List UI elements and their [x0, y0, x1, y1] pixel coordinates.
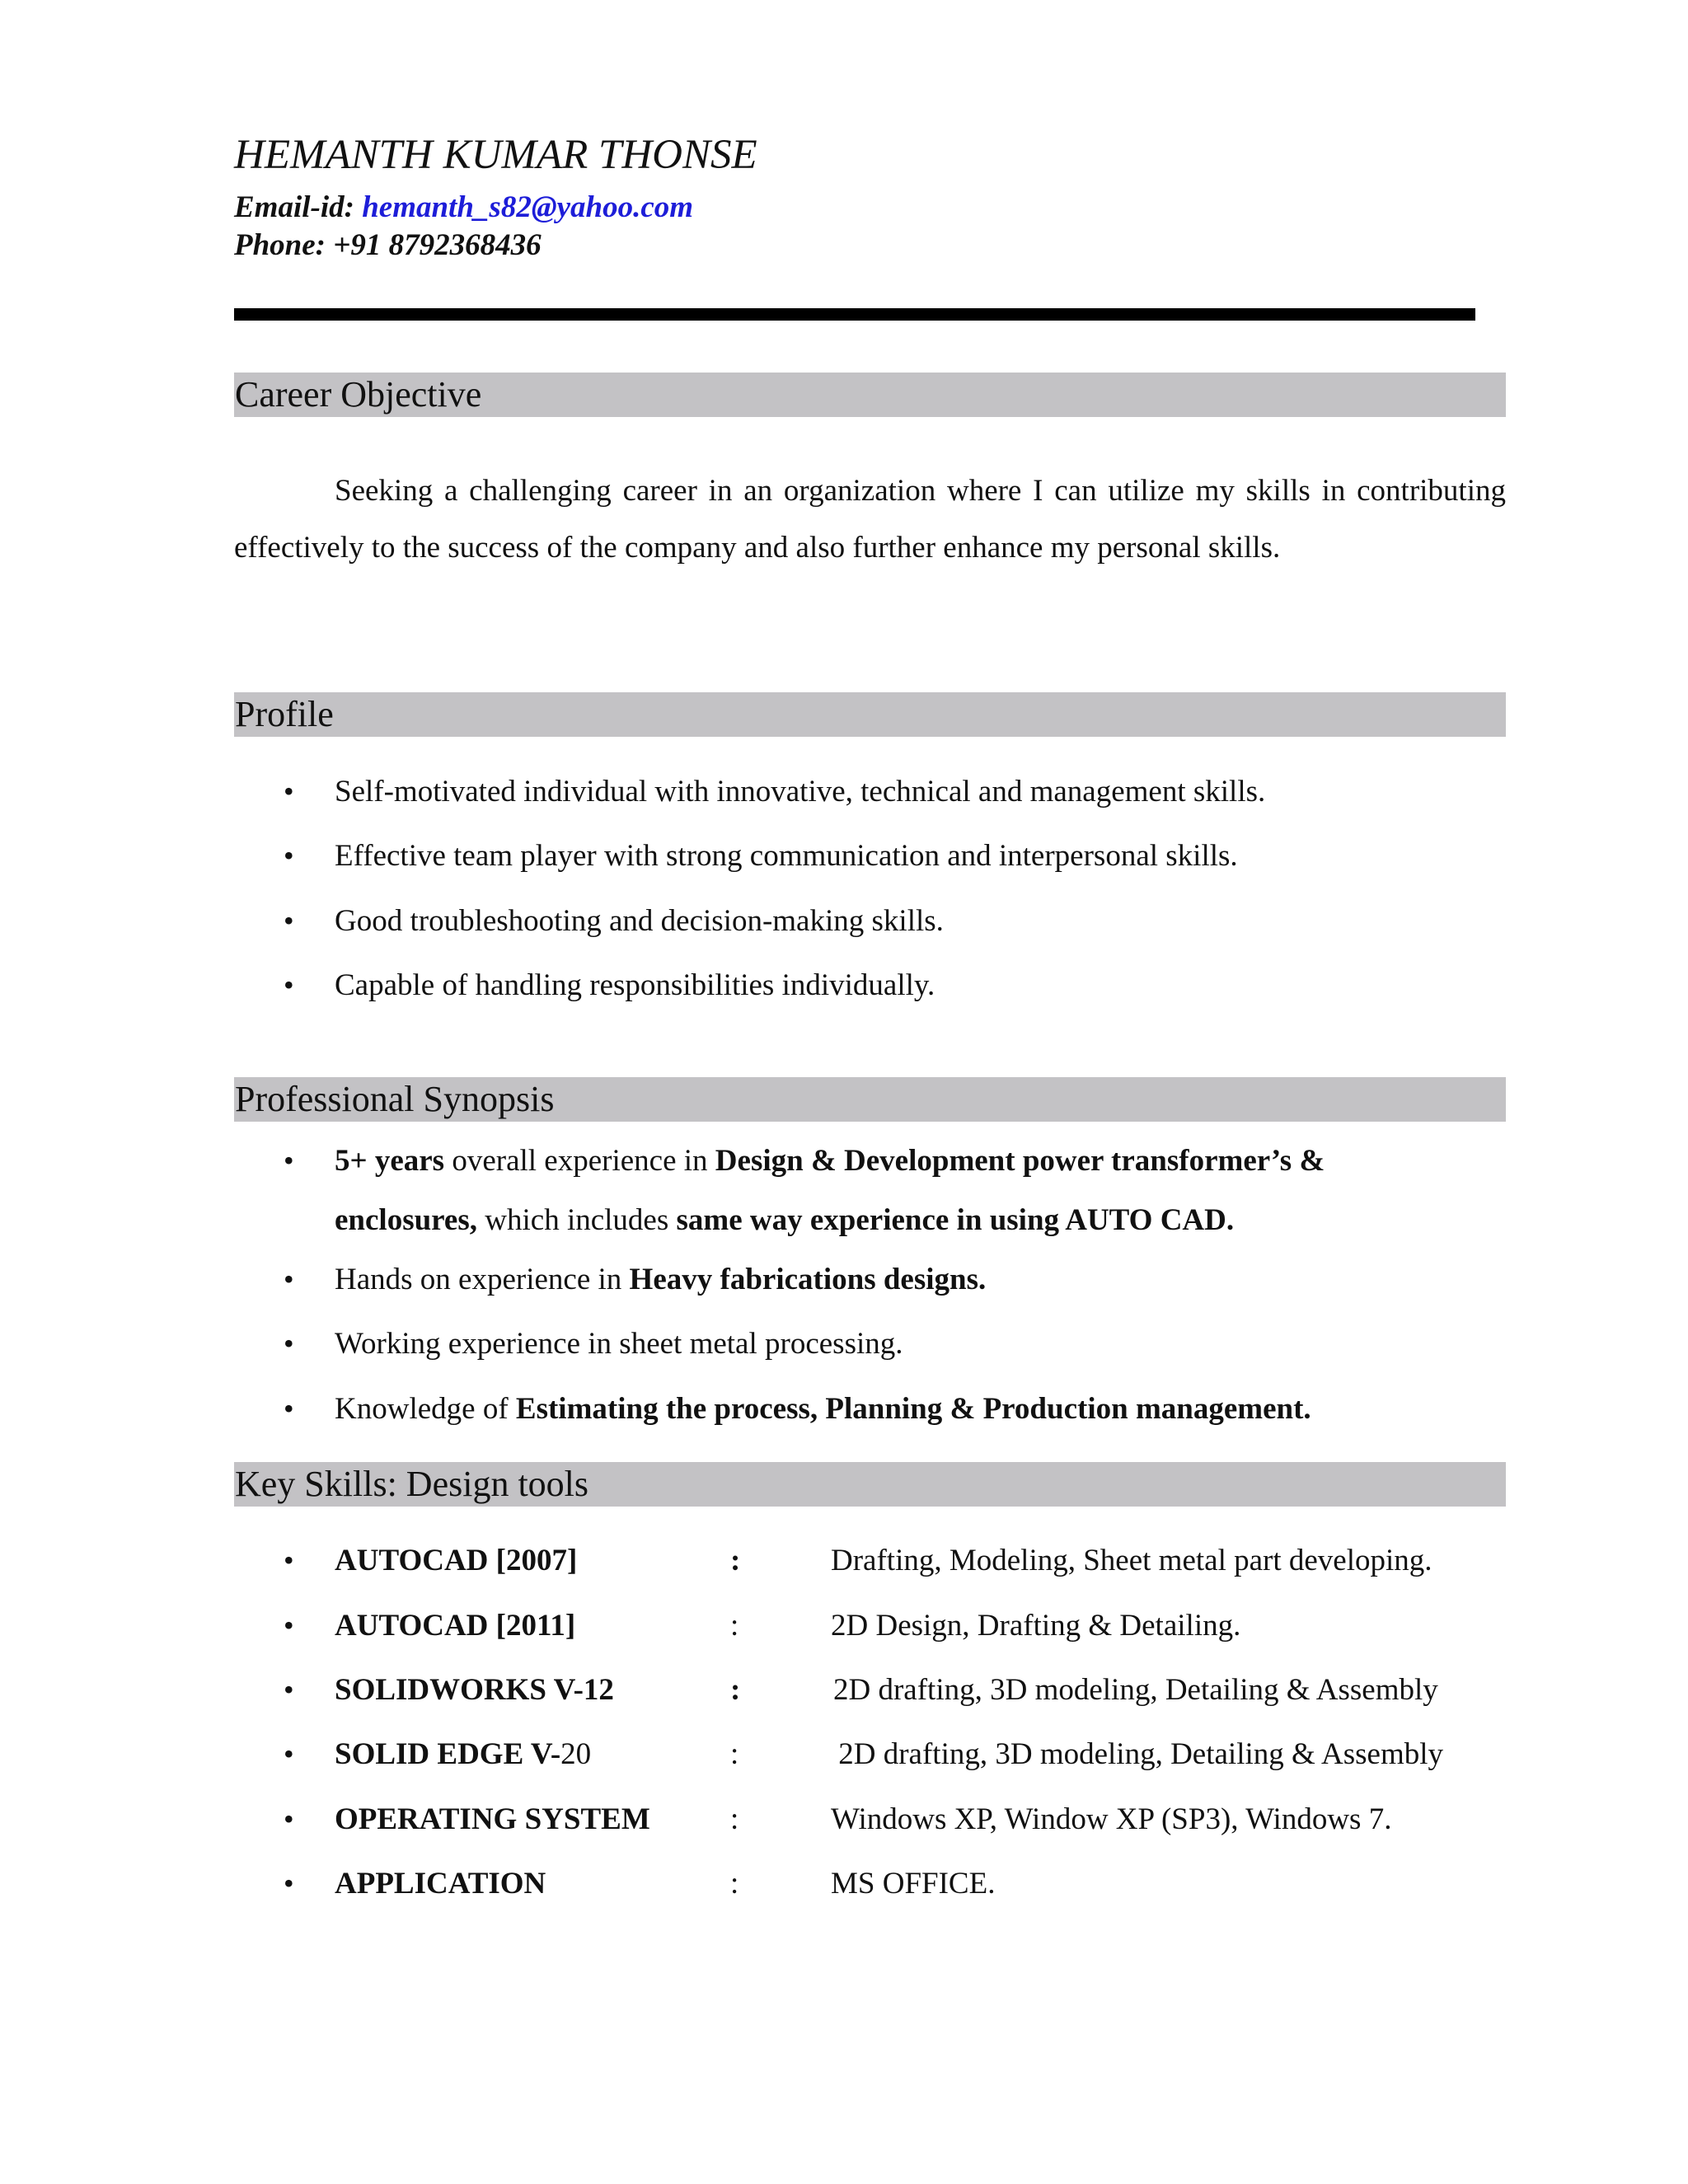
- skill-separator: :: [730, 1737, 739, 1771]
- header-divider: [234, 308, 1475, 321]
- section-title: Key Skills: Design tools: [235, 1464, 589, 1504]
- bullet-icon: •: [284, 775, 294, 808]
- bullet-icon: •: [284, 1263, 294, 1296]
- email-line: [234, 192, 693, 223]
- skill-description: 2D Design, Drafting & Detailing.: [831, 1609, 1241, 1643]
- email-link[interactable]: hemanth_s82@yahoo.com: [362, 190, 694, 224]
- bullet-icon: •: [284, 904, 294, 937]
- section-header-key-skills: [234, 1462, 1506, 1507]
- bullet-icon: •: [284, 1737, 294, 1770]
- skill-description: 2D drafting, 3D modeling, Detailing & Assembly: [831, 1737, 1443, 1771]
- synopsis-text: overall experience in: [444, 1144, 715, 1178]
- profile-item: Capable of handling responsibilities individually.: [335, 968, 935, 1002]
- synopsis-text: which includes: [477, 1203, 677, 1237]
- bullet-icon: •: [284, 1544, 294, 1577]
- bullet-icon: •: [284, 968, 294, 1001]
- skill-description: MS OFFICE.: [831, 1867, 996, 1900]
- synopsis-bold: enclosures,: [335, 1203, 478, 1237]
- skill-separator: :: [730, 1802, 739, 1836]
- synopsis-bold: same way experience in using AUTO CAD.: [676, 1203, 1235, 1237]
- synopsis-bold: Estimating the process, Planning & Production management.: [515, 1392, 1311, 1426]
- skill-name: OPERATING SYSTEM: [335, 1802, 650, 1836]
- synopsis-item-line: [335, 1205, 1234, 1235]
- skill-name-bold: SOLID EDGE V-: [335, 1737, 561, 1771]
- bullet-icon: •: [284, 1802, 294, 1835]
- section-header-career-objective: [234, 373, 1506, 417]
- profile-item: Effective team player with strong communication and interpersonal skills.: [335, 839, 1238, 873]
- bullet-icon: •: [284, 839, 294, 872]
- phone-line: [234, 230, 542, 260]
- skill-name: [335, 1739, 591, 1769]
- synopsis-text: Working experience in sheet metal processing.: [335, 1327, 903, 1361]
- synopsis-item: [335, 1394, 1311, 1424]
- bullet-icon: •: [284, 1327, 294, 1360]
- email-label: Email-id:: [234, 190, 363, 224]
- skill-name: AUTOCAD [2007]: [335, 1544, 578, 1577]
- section-header-professional-synopsis: [234, 1077, 1506, 1122]
- skill-name: SOLIDWORKS V-12: [335, 1673, 614, 1707]
- section-header-profile: [234, 692, 1506, 737]
- skill-separator: :: [730, 1609, 739, 1643]
- skill-separator: :: [730, 1544, 741, 1577]
- synopsis-item: [335, 1329, 903, 1359]
- skill-separator: :: [730, 1673, 741, 1707]
- bullet-icon: •: [284, 1867, 294, 1900]
- section-title: Career Objective: [235, 374, 482, 415]
- skill-name-version: 20: [560, 1737, 592, 1771]
- synopsis-text: Hands on experience in: [335, 1263, 630, 1296]
- bullet-icon: •: [284, 1144, 294, 1177]
- bullet-icon: •: [284, 1609, 294, 1642]
- career-objective-text: Seeking a challenging career in an organization where I can utilize my skills in contributing effectively to the success of the company and also further enhance my personal skills.: [234, 474, 1506, 565]
- synopsis-bold: Design & Development power transformer’s &: [715, 1144, 1325, 1178]
- candidate-name: HEMANTH KUMAR THONSE: [234, 132, 757, 178]
- skill-description: Windows XP, Window XP (SP3), Windows 7.: [831, 1802, 1392, 1836]
- section-title: Profile: [235, 694, 334, 734]
- skill-description: 2D drafting, 3D modeling, Detailing & Assembly: [833, 1673, 1438, 1707]
- skill-description: Drafting, Modeling, Sheet metal part developing.: [831, 1544, 1432, 1577]
- phone-value: +91 8792368436: [333, 228, 542, 262]
- synopsis-text: Knowledge of: [335, 1392, 516, 1426]
- bullet-icon: •: [284, 1392, 294, 1425]
- phone-label: Phone:: [234, 228, 334, 262]
- skill-name: AUTOCAD [2011]: [335, 1609, 576, 1643]
- skill-name: APPLICATION: [335, 1867, 546, 1900]
- synopsis-item: [335, 1264, 986, 1295]
- profile-item: Good troubleshooting and decision-making skills.: [335, 904, 944, 938]
- synopsis-bold: 5+ years: [335, 1144, 445, 1178]
- synopsis-bold: Heavy fabrications designs.: [629, 1263, 987, 1296]
- profile-item: Self-motivated individual with innovative, technical and management skills.: [335, 775, 1266, 808]
- synopsis-item-line: [335, 1146, 1325, 1176]
- skill-separator: :: [730, 1867, 739, 1900]
- bullet-icon: •: [284, 1673, 294, 1706]
- section-title: Professional Synopsis: [235, 1079, 555, 1119]
